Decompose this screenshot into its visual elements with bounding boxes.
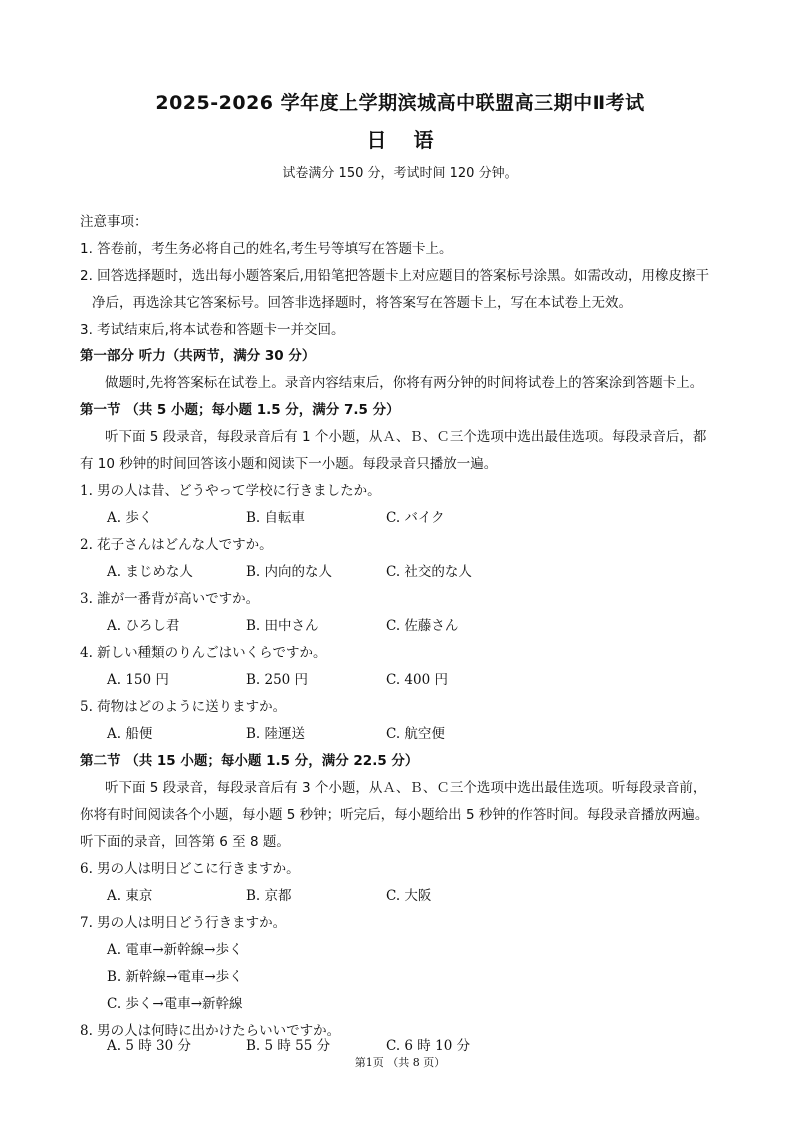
option-c: C. 大阪 <box>386 888 432 904</box>
question-stem: 5. 荷物はどのように送りますか。 <box>80 699 287 715</box>
option-b: B. 自転車 <box>246 510 306 526</box>
note-item-1: 1. 答卷前，考生务必将自己的姓名,考生号等填写在答题卡上。 <box>80 241 453 257</box>
option-c: C. 6 時 10 分 <box>386 1038 471 1054</box>
section2-instruction-line-1: 听下面 5 段录音，每段录音后有 3 个小题，从Ａ、Ｂ、Ｃ三个选项中选出最佳选项。听每段录音前， <box>105 780 707 796</box>
question-stem: 1. 男の人は昔、どうやって学校に行きましたか。 <box>80 483 381 499</box>
option-c: C. 歩く→電車→新幹線 <box>107 996 243 1012</box>
note-item-2-line-1: 2. 回答选择题时，选出每小题答案后,用铅笔把答题卡上对应题目的答案标号涂黑。如需改动，用橡皮擦干 <box>80 268 709 284</box>
option-c: C. 佐藤さん <box>386 618 459 634</box>
option-b: B. 内向的な人 <box>246 564 333 580</box>
option-c: C. バイク <box>386 510 445 526</box>
part1-instruction: 做题时,先将答案标在试卷上。录音内容结束后，你将有两分钟的时间将试卷上的答案涂到答题卡上。 <box>105 375 704 391</box>
option-b: B. 5 時 55 分 <box>246 1038 331 1054</box>
exam-title: 2025-2026 学年度上学期滨城高中联盟高三期中Ⅱ考试 <box>155 92 645 114</box>
option-a: A. 5 時 30 分 <box>107 1038 191 1054</box>
option-c: C. 400 円 <box>386 672 448 688</box>
question-stem: 2. 花子さんはどんな人ですか。 <box>80 537 273 553</box>
part1-heading: 第一部分 听力（共两节，满分 30 分） <box>80 348 316 364</box>
section1-heading: 第一节 （共 5 小题；每小题 1.5 分，满分 7.5 分） <box>80 402 400 418</box>
question-stem: 4. 新しい種類のりんごはいくらですか。 <box>80 645 327 661</box>
note-item-3: 3. 考试结束后,将本试卷和答题卡一并交回。 <box>80 322 345 338</box>
note-item-2-line-2: 净后，再选涂其它答案标号。回答非选择题时，将答案写在答题卡上，写在本试卷上无效。 <box>92 295 632 311</box>
section1-instruction-line-1: 听下面 5 段录音，每段录音后有 1 个小题，从Ａ、Ｂ、Ｃ三个选项中选出最佳选项。每段录音后，都 <box>105 429 707 445</box>
exam-subject: 日 语 <box>366 128 444 152</box>
option-a: A. 船便 <box>107 726 153 742</box>
question-stem: 3. 誰が一番背が高いですか。 <box>80 591 260 607</box>
option-c: C. 航空便 <box>386 726 445 742</box>
option-c: C. 社交的な人 <box>386 564 472 580</box>
option-b: B. 田中さん <box>246 618 319 634</box>
page-footer: 第1页 （共 8 页） <box>354 1056 446 1069</box>
option-b: B. 新幹線→電車→歩く <box>107 969 243 985</box>
section2-instruction-line-3: 听下面的录音，回答第 6 至 8 题。 <box>80 834 290 850</box>
option-a: A. まじめな人 <box>107 564 193 580</box>
section1-instruction-line-2: 有 10 秒钟的时间回答该小题和阅读下一小题。每段录音只播放一遍。 <box>80 456 498 472</box>
notes-heading: 注意事项： <box>80 214 148 230</box>
option-b: B. 京都 <box>246 888 292 904</box>
score-info: 试卷满分 150 分，考试时间 120 分钟。 <box>282 166 518 181</box>
option-a: A. 歩く <box>107 510 153 526</box>
question-stem: 8. 男の人は何時に出かけたらいいですか。 <box>80 1023 341 1039</box>
question-stem: 6. 男の人は明日どこに行きますか。 <box>80 861 300 877</box>
option-a: A. 東京 <box>107 888 153 904</box>
option-b: B. 250 円 <box>246 672 309 688</box>
option-a: A. 150 円 <box>107 672 169 688</box>
option-a: A. 電車→新幹線→歩く <box>107 942 243 958</box>
option-a: A. ひろし君 <box>107 618 180 634</box>
section2-heading: 第二节 （共 15 小题；每小题 1.5 分，满分 22.5 分） <box>80 753 419 769</box>
section2-instruction-line-2: 你将有时间阅读各个小题，每小题 5 秒钟；听完后，每小题给出 5 秒钟的作答时间。每段录音播放两遍。 <box>80 807 709 823</box>
question-stem: 7. 男の人は明日どう行きますか。 <box>80 915 287 931</box>
option-b: B. 陸運送 <box>246 726 306 742</box>
